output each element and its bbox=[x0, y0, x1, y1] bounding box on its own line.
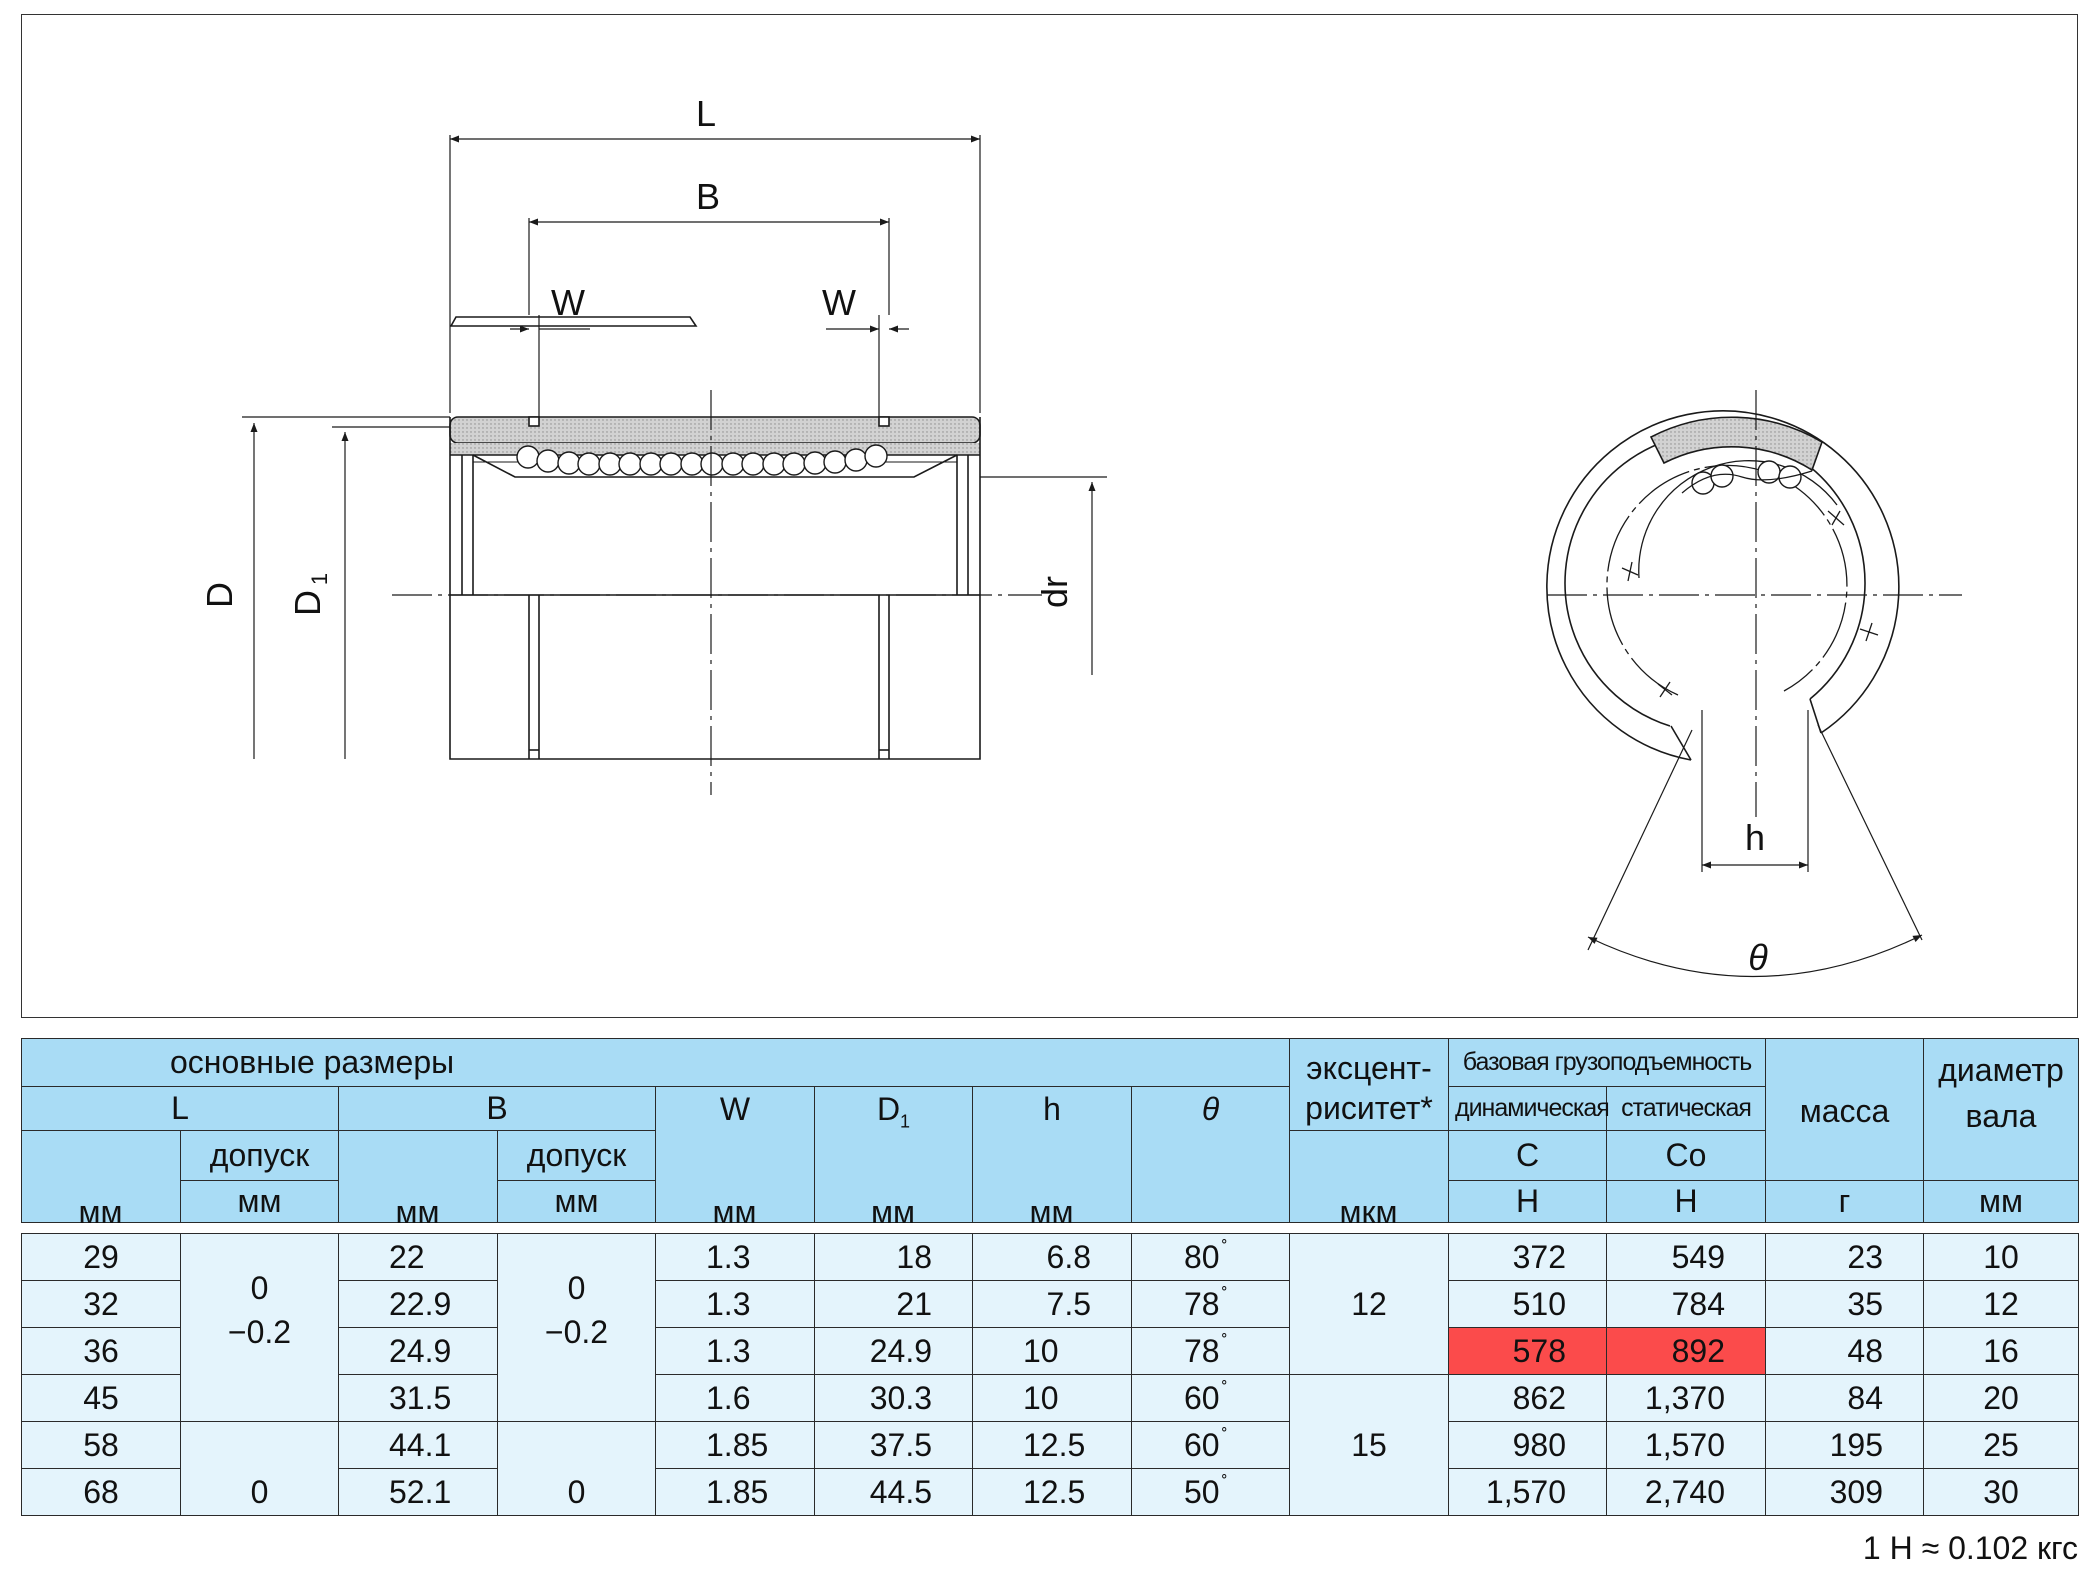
cell-D1: 21 bbox=[815, 1281, 973, 1328]
cell-D1: 37.5 bbox=[815, 1422, 973, 1469]
cell-C: 372 bbox=[1449, 1234, 1607, 1281]
cell-C: 980 bbox=[1449, 1422, 1607, 1469]
cell-shaft: 25 bbox=[1924, 1422, 2079, 1469]
cell-theta bbox=[1132, 1469, 1290, 1516]
cell-L: 32 bbox=[22, 1281, 181, 1328]
cell-B-tol-b: 0 bbox=[498, 1422, 656, 1516]
unit-B-tol: мм bbox=[498, 1181, 656, 1223]
cell-mass: 84 bbox=[1766, 1375, 1924, 1422]
theta-value: 78 bbox=[1184, 1333, 1220, 1369]
cell-B: 31.5 bbox=[339, 1375, 498, 1422]
header-C: C bbox=[1449, 1131, 1607, 1181]
cell-W: 1.6 bbox=[656, 1375, 815, 1422]
cell-Co: 2,740 bbox=[1607, 1469, 1766, 1516]
cell-mass: 48 bbox=[1766, 1328, 1924, 1375]
unit-conversion-note: 1 Н ≈ 0.102 кгс bbox=[1862, 1530, 2078, 1566]
spec-table-body bbox=[21, 1233, 2079, 1516]
cell-D1: 44.5 bbox=[815, 1469, 973, 1516]
tol-B-upper: 0 bbox=[567, 1270, 586, 1306]
header-L-unit-blank bbox=[22, 1131, 181, 1223]
table-row bbox=[22, 1422, 2079, 1469]
table-row bbox=[22, 1234, 2079, 1281]
label-dr: dr bbox=[1034, 575, 1075, 609]
header-eccentricity-2: риситет* bbox=[1305, 1090, 1433, 1126]
header-eccentricity-1: эксцент- bbox=[1306, 1050, 1432, 1086]
degree-sign: ˚ bbox=[1221, 1379, 1228, 1399]
cell-B: 24.9 bbox=[339, 1328, 498, 1375]
header-dynamic: динамическая bbox=[1449, 1087, 1607, 1131]
header-static: статическая bbox=[1607, 1087, 1766, 1131]
cell-h: 12.5 bbox=[973, 1422, 1132, 1469]
label-W-right: W bbox=[822, 282, 856, 323]
cell-h: 6.8 bbox=[973, 1234, 1132, 1281]
cell-h: 10 bbox=[973, 1375, 1132, 1422]
degree-sign: ˚ bbox=[1221, 1426, 1228, 1446]
unit-shaft: мм bbox=[1924, 1181, 2079, 1223]
unit-W: мм bbox=[712, 1194, 757, 1230]
cell-C-highlighted: 578 bbox=[1449, 1328, 1607, 1375]
degree-sign: ˚ bbox=[1221, 1332, 1228, 1352]
cell-B: 22.9 bbox=[339, 1281, 498, 1328]
theta-value: 50 bbox=[1184, 1474, 1220, 1510]
cell-C: 862 bbox=[1449, 1375, 1607, 1422]
header-shaft-1: диаметр bbox=[1938, 1052, 2064, 1088]
label-theta: θ bbox=[1748, 937, 1768, 978]
cell-theta bbox=[1132, 1281, 1290, 1328]
cell-D1: 18 bbox=[815, 1234, 973, 1281]
tol-B-lower: −0.2 bbox=[544, 1314, 609, 1350]
cell-theta bbox=[1132, 1328, 1290, 1375]
cell-W: 1.3 bbox=[656, 1281, 815, 1328]
cell-C: 1,570 bbox=[1449, 1469, 1607, 1516]
degree-sign: ˚ bbox=[1221, 1285, 1228, 1305]
cell-mass: 23 bbox=[1766, 1234, 1924, 1281]
cell-L: 45 bbox=[22, 1375, 181, 1422]
side-view bbox=[242, 135, 1107, 795]
header-load-rating: базовая грузоподъемность bbox=[1449, 1039, 1766, 1087]
cell-mass: 35 bbox=[1766, 1281, 1924, 1328]
header-theta: θ bbox=[1132, 1087, 1290, 1223]
header-Co: Co bbox=[1607, 1131, 1766, 1181]
header-D1-main: D bbox=[876, 1091, 901, 1127]
cell-B-tol-a bbox=[498, 1234, 656, 1422]
degree-sign: ˚ bbox=[1221, 1238, 1228, 1258]
bore bbox=[1607, 465, 1847, 695]
cell-h: 7.5 bbox=[973, 1281, 1132, 1328]
header-h: h bbox=[973, 1087, 1132, 1223]
header-shaft-2: вала bbox=[1965, 1098, 2037, 1134]
cell-D1: 30.3 bbox=[815, 1375, 973, 1422]
cell-h: 12.5 bbox=[973, 1469, 1132, 1516]
cell-L: 68 bbox=[22, 1469, 181, 1516]
cell-L: 58 bbox=[22, 1422, 181, 1469]
cell-L: 29 bbox=[22, 1234, 181, 1281]
unit-C: Н bbox=[1449, 1181, 1607, 1223]
bearing-drawing bbox=[22, 15, 2079, 1019]
cell-shaft: 12 bbox=[1924, 1281, 2079, 1328]
label-L: L bbox=[695, 93, 717, 134]
header-D1-sub: 1 bbox=[900, 1111, 911, 1132]
label-D: D bbox=[199, 582, 240, 608]
tol-L-lower: −0.2 bbox=[227, 1314, 292, 1350]
cell-Co: 549 bbox=[1607, 1234, 1766, 1281]
cell-theta bbox=[1132, 1422, 1290, 1469]
cell-B: 22 bbox=[339, 1234, 498, 1281]
cell-shaft: 16 bbox=[1924, 1328, 2079, 1375]
unit-ecc: мкм bbox=[1339, 1194, 1398, 1230]
cell-Co: 1,370 bbox=[1607, 1375, 1766, 1422]
header-row-1 bbox=[22, 1039, 2079, 1087]
header-main-dims: основные размеры bbox=[22, 1039, 1290, 1087]
cell-W: 1.85 bbox=[656, 1469, 815, 1516]
header-D1 bbox=[815, 1087, 973, 1223]
unit-L: мм bbox=[78, 1194, 123, 1230]
header-eccentricity bbox=[1290, 1039, 1449, 1131]
cell-D1: 24.9 bbox=[815, 1328, 973, 1375]
unit-Co: Н bbox=[1607, 1181, 1766, 1223]
cell-Co-highlighted: 892 bbox=[1607, 1328, 1766, 1375]
header-B-unit-blank bbox=[339, 1131, 498, 1223]
unit-B: мм bbox=[395, 1194, 440, 1230]
theta-value: 80 bbox=[1184, 1239, 1220, 1275]
unit-L-tol: мм bbox=[181, 1181, 339, 1223]
header-L-tol: допуск bbox=[181, 1131, 339, 1181]
cell-shaft: 10 bbox=[1924, 1234, 2079, 1281]
header-ecc-blank bbox=[1290, 1131, 1449, 1223]
cell-theta bbox=[1132, 1234, 1290, 1281]
unit-mass: г bbox=[1766, 1181, 1924, 1223]
cell-B: 52.1 bbox=[339, 1469, 498, 1516]
label-W-left: W bbox=[551, 282, 585, 323]
cell-W: 1.85 bbox=[656, 1422, 815, 1469]
degree-sign: ˚ bbox=[1221, 1473, 1228, 1493]
theta-value: 60 bbox=[1184, 1380, 1220, 1416]
cell-mass: 309 bbox=[1766, 1469, 1924, 1516]
cell-shaft: 20 bbox=[1924, 1375, 2079, 1422]
header-B-tol: допуск bbox=[498, 1131, 656, 1181]
cell-L-tol-b: 0 bbox=[181, 1422, 339, 1516]
header-mass: масса bbox=[1766, 1039, 1924, 1181]
cell-theta bbox=[1132, 1375, 1290, 1422]
end-view bbox=[1547, 390, 1962, 977]
theta-value: 78 bbox=[1184, 1286, 1220, 1322]
cell-W: 1.3 bbox=[656, 1328, 815, 1375]
cell-C: 510 bbox=[1449, 1281, 1607, 1328]
header-shaft bbox=[1924, 1039, 2079, 1181]
drawing-frame bbox=[21, 14, 2078, 1018]
header-W: W bbox=[656, 1087, 815, 1223]
hatched-segment bbox=[1651, 417, 1822, 470]
theta-value: 60 bbox=[1184, 1427, 1220, 1463]
tol-L-upper: 0 bbox=[250, 1270, 269, 1306]
spec-table bbox=[21, 1038, 2079, 1223]
cell-W: 1.3 bbox=[656, 1234, 815, 1281]
cell-L-tol-a bbox=[181, 1234, 339, 1422]
cell-mass: 195 bbox=[1766, 1422, 1924, 1469]
cell-ecc-a: 12 bbox=[1290, 1234, 1449, 1375]
label-D1 bbox=[287, 573, 332, 616]
cell-shaft: 30 bbox=[1924, 1469, 2079, 1516]
label-h: h bbox=[1744, 817, 1766, 858]
unit-h: мм bbox=[1029, 1194, 1074, 1230]
cell-B: 44.1 bbox=[339, 1422, 498, 1469]
cell-L: 36 bbox=[22, 1328, 181, 1375]
cell-Co: 1,570 bbox=[1607, 1422, 1766, 1469]
label-D1-sub: 1 bbox=[307, 572, 332, 586]
label-D1-main: D bbox=[287, 590, 328, 616]
cell-Co: 784 bbox=[1607, 1281, 1766, 1328]
header-L: L bbox=[22, 1087, 339, 1131]
header-B: B bbox=[339, 1087, 656, 1131]
label-B: B bbox=[695, 176, 721, 217]
cell-ecc-b: 15 bbox=[1290, 1375, 1449, 1516]
unit-D1: мм bbox=[871, 1194, 915, 1230]
cell-h: 10 bbox=[973, 1328, 1132, 1375]
